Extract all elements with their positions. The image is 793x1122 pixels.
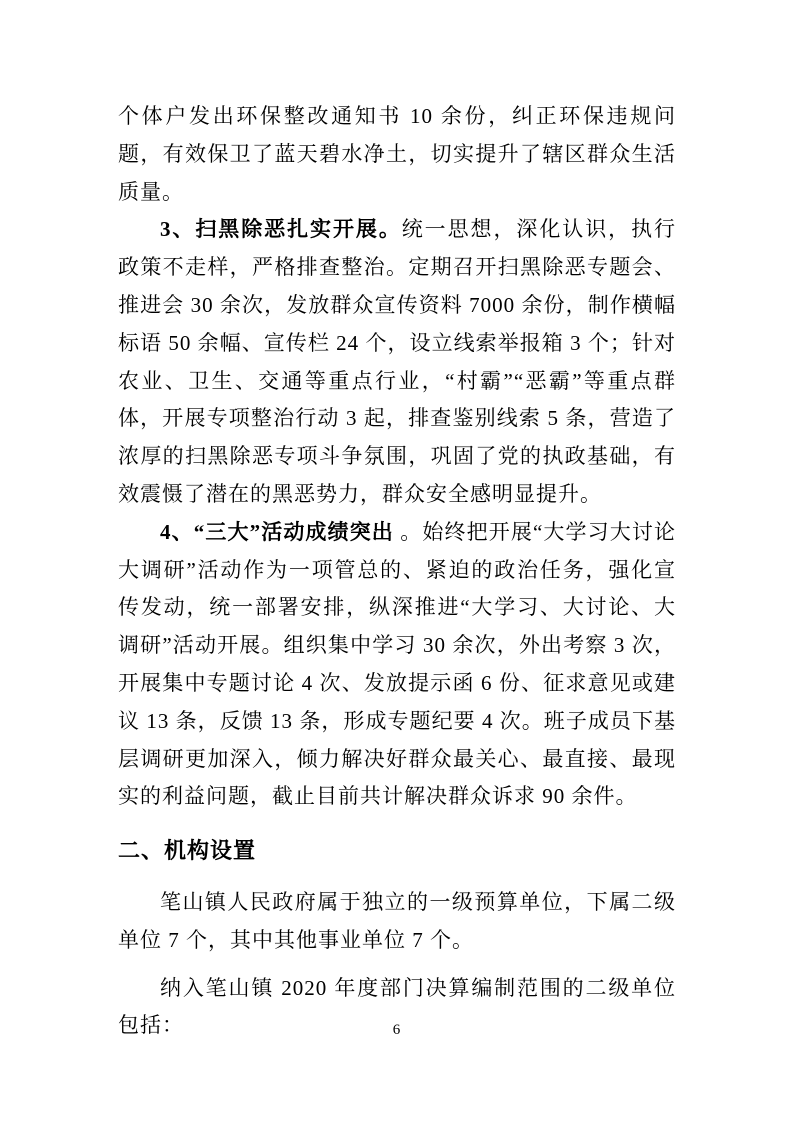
paragraph-org-setup: 笔山镇人民政府属于独立的一级预算单位，下属二级单位 7 个，其中其他事业单位 7 个。 <box>118 889 676 952</box>
paragraph-budget-scope-intro: 纳入笔山镇 2020 年度部门决算编制范围的二级单位包括： <box>118 975 676 1038</box>
paragraph-continuation: 个体户发出环保整改通知书 10 余份，纠正环保违规问题，有效保卫了蓝天碧水净土，切实提升了辖区群众生活质量。 <box>118 104 676 204</box>
section-2-heading: 二、机构设置 <box>118 838 257 864</box>
paragraph-item-4 <box>118 514 676 816</box>
page-number: 6 <box>392 1022 401 1038</box>
paragraph-item-3 <box>118 211 676 513</box>
item-3-body: 统一思想，深化认识，执行政策不走样，严格排查整治。定期召开扫黑除恶专题会、推进会 30 余次，发放群众宣传资料 7000 余份，制作横幅标语 50 余幅、宣传栏 24 个，设立线索举报箱 3 个；针对农业、卫生、交通等重点行业，“村霸”“恶霸”等重点群体，开展专项整治行动 3 起，排查鉴别线索 5 条，营造了浓厚的扫黑除恶专项斗争氛围，巩固了党的执政基础，有效震慑了潜在的黑恶势力，群众安全感明显提升。 <box>118 217 676 506</box>
item-4-heading: 4、“三大”活动成绩突出 <box>160 519 394 544</box>
document-body <box>118 98 676 1045</box>
item-3-heading: 3、扫黑除恶扎实开展。 <box>160 217 402 242</box>
item-4-body: 。始终把开展“大学习大讨论大调研”活动作为一项管总的、紧迫的政治任务，强化宣传发动，统一部署安排，纵深推进“大学习、大讨论、大调研”活动开展。组织集中学习 30 余次，外出考察 3 次，开展集中专题讨论 4 次、发放提示函 6 份、征求意见或建议 13 条，反馈 13 条，形成专题纪要 4 次。班子成员下基层调研更加深入，倾力解决好群众最关心、最直接、最现实的利益问题，截止目前共计解决群众诉求 90 余件。 <box>118 519 676 809</box>
